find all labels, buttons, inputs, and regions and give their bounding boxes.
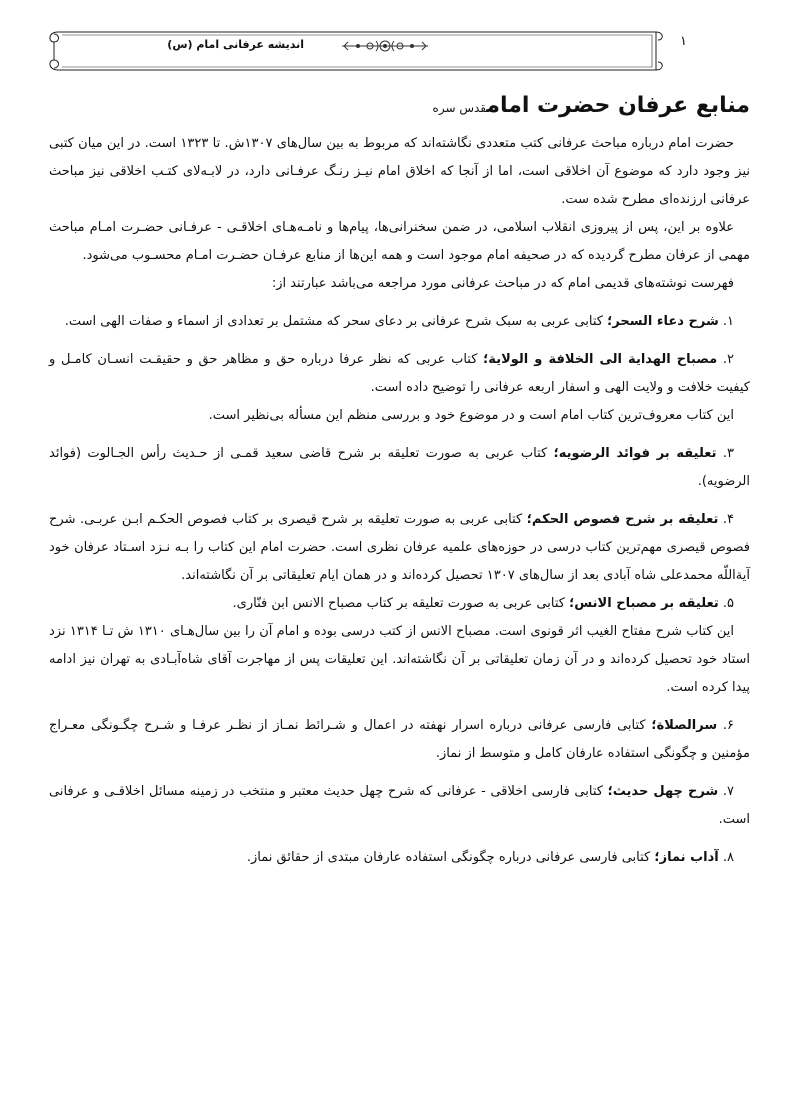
running-header — [44, 26, 664, 76]
item-number: ۲. — [722, 352, 735, 367]
item-number: ۴. — [722, 512, 734, 527]
item-title: تعلیقه بر مصباح الانس؛ — [569, 596, 719, 611]
item-text: کتاب عربی که نظر عرفا درباره حق و مظاهر حق و حقیقـت انسـان کامـل و کیفیت خلافت و ولایت الهی و اسفار اربعه عرفانی را توضیح داده است. — [49, 352, 750, 395]
item-text: کتابی عربی به سبک شرح عرفانی بر دعای سحر که مشتمل بر تعدادی از اسماء و صفات الهی است. — [64, 314, 603, 329]
paragraph: فهرست نوشته‌های قدیمی امام که در مباحث عرفانی مورد مراجعه می‌باشد عبارتند از: — [271, 276, 734, 291]
heading-honorific: قدس سره — [432, 101, 487, 115]
item-title: تعلیقه بر شرح فصوص الحکم؛ — [526, 512, 719, 527]
list-item — [49, 844, 750, 872]
page-number: ۱ — [680, 34, 687, 49]
item-text: کتابی فارسی عرفانی درباره چگونگی استفاده عارفان مبتدی از حقائق نماز. — [246, 850, 651, 865]
list-item — [49, 778, 750, 834]
item-number: ۶. — [722, 718, 735, 733]
main-content — [49, 84, 750, 872]
item-note: این کتاب شرح مفتاح الغیب اثر قونوی است. مصباح الانس از کتب درسی بوده و امام آن را بین سال‌هـای ۱۳۱۰ ش تـا ۱۳۱۴ نزد استاد خود تحصیل کرده‌اند و در آن زمان تعلیقاتی بر آن نگاشته‌اند. این تعلیقات پس از مهاجرت آقای شاه‌آبـادی به تهران نیز ادامه پیدا کرده است. — [49, 624, 750, 695]
item-title: سرالصلاة؛ — [651, 718, 718, 733]
list-item — [49, 346, 750, 402]
item-title: مصباح الهدایة الی الخلافة و الولایة؛ — [483, 352, 718, 367]
item-text: کتابی عربی به صورت تعلیقه بر شرح قیصری بر کتاب فصوص الحکـم ابـن عربـی. شرح فصوص قیصری مهم‌ترین کتاب درسی در حوزه‌های علمیه عرفان نظری است. حضرت امام این کتاب را بـه نـزد اسـتاد عرفان خود آیةاللّه محمدعلی شاه آبادی بعد از سال‌های ۱۳۰۷ تحصیل کرده‌اند و در همان ایام تعلیقاتی بر آن نگاشته‌اند. — [49, 512, 750, 583]
item-title: شرح دعاء السحر؛ — [607, 314, 719, 329]
item-title: شرح چهل حدیث؛ — [607, 784, 719, 799]
heading-text: منابع عرفان حضرت امام — [486, 93, 750, 118]
item-text: کتابی عربی به صورت تعلیقه بر کتاب مصباح الانس ابن فنّاری. — [232, 596, 565, 611]
list-item — [49, 712, 750, 768]
item-number: ۳. — [722, 446, 734, 461]
item-title: تعلیقه بر فوائد الرضویه؛ — [553, 446, 717, 461]
list-item — [49, 440, 750, 496]
item-number: ۷. — [722, 784, 734, 799]
floral-ornament-icon — [340, 38, 430, 54]
paragraph: علاوه بر این، پس از پیروزی انقلاب اسلامی، در ضمن سخنرانی‌ها، پیام‌ها و نامـه‌هـای اخلاقـی - عرفـانی حضـرت امـام مباحث مهمی از عرفان مطرح گردیده که در صحیفه امام موجود است و همه این‌ها از منابع عرفـان حضـرت امـام محسـوب می‌شود. — [49, 220, 750, 263]
list-item — [49, 506, 750, 590]
list-item — [49, 308, 750, 336]
list-item — [49, 590, 750, 618]
item-number: ۵. — [722, 596, 734, 611]
item-text: کتابی فارسی عرفانی درباره اسرار نهفته در اعمال و شـرائط نمـاز از نظـر عرفـا و شـرح چگـونگی معـراج مؤمنین و چگونگی استفاده عارفان کامل و متوسط از نماز. — [49, 718, 750, 761]
item-text: کتاب عربی به صورت تعلیقه بر شرح قاضی سعید قمـی از حـدیث رأس الجـالوت (فوائد الرضویه). — [49, 446, 750, 489]
item-title: آداب نماز؛ — [654, 850, 719, 865]
item-number: ۸. — [722, 850, 734, 865]
section-heading — [49, 84, 750, 130]
header-title: اندیشه عرفانی امام (س) — [167, 38, 304, 51]
item-number: ۱. — [722, 314, 734, 329]
item-text: کتابی فارسی اخلاقی - عرفانی که شرح چهل حدیث معتبر و منتخب در زمینه مسائل اخلاقـی و عرفانی است. — [49, 784, 750, 827]
paragraph: حضرت امام درباره مباحث عرفانی کتب متعددی نگاشته‌اند که مربوط به بین سال‌های ۱۳۰۷ش. تا ۱۳۲۳ است. در این میان کتبی نیز وجود دارد که موضوع آن اخلاقی است، اما از آنجا که اخلاق امام نیـز رنـگ عرفـانی دارد، در لابـه‌لای کتـب اخلاقی نیز مباحث عرفانی ارزنده‌ای مطرح شده ست. — [49, 136, 750, 207]
item-note: این کتاب معروف‌ترین کتاب امام است و در موضوع خود و بررسی منظم این مسأله بی‌نظیر است. — [208, 408, 734, 423]
